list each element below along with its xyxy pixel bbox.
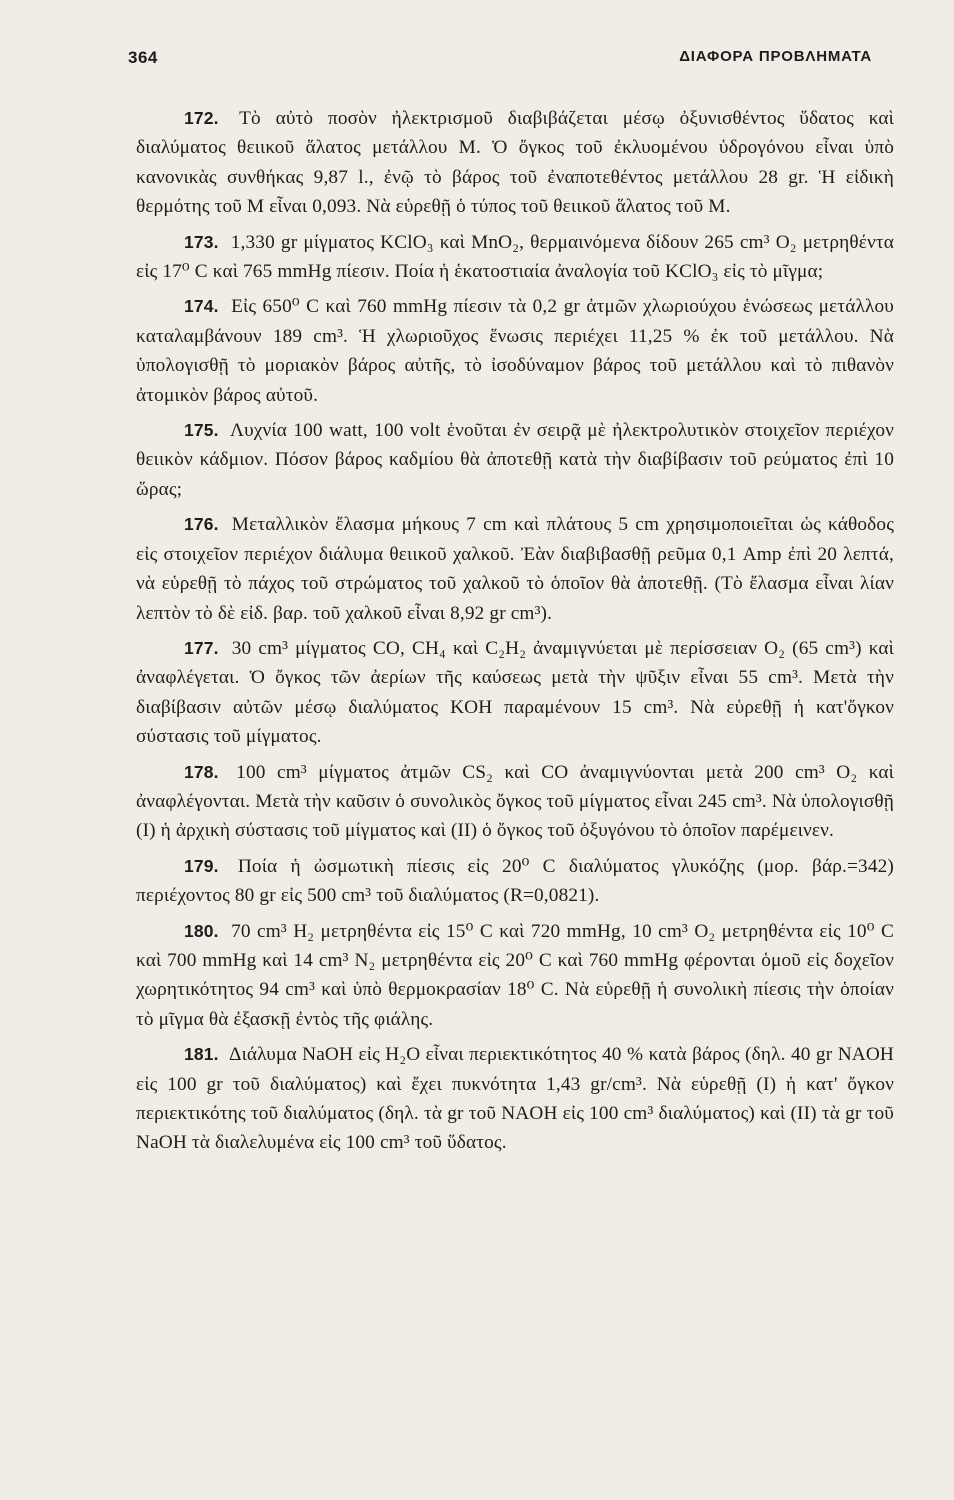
- problem-text: 100 cm³ μίγματος ἀτμῶν CS₂ καὶ CO ἀναμιγνύονται μετὰ 200 cm³ O₂ καὶ ἀναφλέγονται. Μετὰ τὴν καῦσιν ὁ συνολικὸς ὄγκος τοῦ μίγματος εἶναι 245 cm³. Νὰ ὑπολογισθῇ (I) ἡ ἀρχικὴ σύστασις τοῦ μίγματος καὶ (II) ὁ ὄγκος τοῦ ὀξυγόνου τὸ ὁποῖον παρέμεινεν.: [136, 761, 894, 842]
- problem-179: [136, 852, 894, 911]
- problem-172: [136, 104, 894, 222]
- section-title: ΔΙΑΦΟΡΑ ΠΡΟΒΛΗΜΑΤΑ: [679, 48, 872, 65]
- problem-178: [136, 758, 894, 846]
- problem-text: Ποία ἡ ὠσμωτικὴ πίεσις εἰς 20⁰ C διαλύματος γλυκόζης (μορ. βάρ.=342) περιέχοντος 80 gr εἰς 500 cm³ τοῦ διαλύματος (R=0,0821).: [136, 855, 894, 907]
- problem-173: [136, 228, 894, 287]
- problem-text: Λυχνία 100 watt, 100 volt ἑνοῦται ἐν σειρᾷ μὲ ἠλεκτρολυτικὸν στοιχεῖον περιέχον θειικὸν κάδμιον. Πόσον βάρος καδμίου θὰ ἀποτεθῇ κατὰ τὴν διαβίβασιν τοῦ ρεύματος ἐπὶ 10 ὥρας;: [136, 420, 894, 500]
- problem-number: 177.: [184, 637, 219, 658]
- problem-181: [136, 1040, 894, 1158]
- problem-text: Μεταλλικὸν ἔλασμα μήκους 7 cm καὶ πλάτους 5 cm χρησιμοποιεῖται ὡς κάθοδος εἰς στοιχεῖον περιέχον διάλυμα θειικοῦ χαλκοῦ. Ἐὰν διαβιβασθῇ ρεῦμα 0,1 Amp ἐπὶ 20 λεπτά, νὰ εὑρεθῇ τὸ πάχος τοῦ στρώματος τοῦ χαλκοῦ τὸ ὁποῖον θὰ ἀποτεθῇ. (Τὸ ἔλασμα εἶναι λίαν λεπτὸν τὸ δὲ εἰδ. βαρ. τοῦ χαλκοῦ εἶναι 8,92 gr cm³).: [136, 514, 894, 624]
- problem-number: 180.: [184, 920, 219, 941]
- problem-176: [136, 510, 894, 628]
- problem-text: Τὸ αὐτὸ ποσὸν ἠλεκτρισμοῦ διαβιβάζεται μέσῳ ὀξυνισθέντος ὕδατος καὶ διαλύματος θειικοῦ ἅλατος μετάλλου Μ. Ὁ ὄγκος τοῦ ἐκλυομένου ὑδρογόνου εἶναι ὑπὸ κανονικὰς συνθήκας 9,87 l., ἐνῷ τὸ βάρος τοῦ ἐναποτεθέντος μετάλλου 28 gr. Ἡ εἰδικὴ θερμότης τοῦ Μ εἶναι 0,093. Νὰ εὑρεθῇ ὁ τύπος τοῦ θειικοῦ ἅλατος τοῦ Μ.: [136, 108, 895, 218]
- problem-number: 175.: [184, 420, 219, 441]
- problem-list: [136, 104, 894, 1164]
- problem-number: 179.: [184, 855, 219, 876]
- problem-text: 70 cm³ H₂ μετρηθέντα εἰς 15⁰ C καὶ 720 mmHg, 10 cm³ O₂ μετρηθέντα εἰς 10⁰ C καὶ 700 mmHg καὶ 14 cm³ N₂ μετρηθέντα εἰς 20⁰ C καὶ 760 mmHg φέρονται ὁμοῦ εἰς δοχεῖον χωρητικότητος 94 cm³ καὶ ὑπὸ θερμοκρασίαν 18⁰ C. Νὰ εὑρεθῇ ἡ συνολικὴ πίεσις τὴν ὁποίαν τὸ μῖγμα θὰ ἐξασκῇ ἐντὸς τῆς φιάλης.: [136, 920, 894, 1030]
- problem-text: Διάλυμα NaOH εἰς H₂O εἶναι περιεκτικότητος 40 % κατὰ βάρος (δηλ. 40 gr NAOH εἰς 100 gr τοῦ διαλύματος) καὶ ἔχει πυκνότητα 1,43 gr/cm³. Νὰ εὑρεθῇ (I) ἡ κατ' ὄγκον περιεκτικότης τοῦ διαλύματος (δηλ. τὰ gr τοῦ NAOH εἰς 100 cm³ διαλύματος) καὶ (II) τὰ gr τοῦ NaOH τὰ διαλελυμένα εἰς 100 cm³ τοῦ ὕδατος.: [136, 1044, 895, 1154]
- page-number: 364: [128, 48, 158, 67]
- problem-number: 174.: [184, 296, 219, 317]
- problem-number: 178.: [184, 761, 219, 782]
- problem-180: [136, 917, 894, 1035]
- problem-177: [136, 634, 894, 752]
- problem-text: 30 cm³ μίγματος CO, CH₄ καὶ C₂H₂ ἀναμιγνύεται μὲ περίσσειαν O₂ (65 cm³) καὶ ἀναφλέγεται. Ὁ ὄγκος τῶν ἀερίων τῆς καύσεως μετὰ τὴν ψῦξιν εἶναι 55 cm³. Μετὰ τὴν διαβίβασιν αὐτῶν μέσῳ διαλύματος KOH παραμένουν 15 cm³. Νὰ εὑρεθῇ ἡ κατ'ὄγκον σύστασις τοῦ μίγματος.: [136, 637, 894, 748]
- problem-text: Εἰς 650⁰ C καὶ 760 mmHg πίεσιν τὰ 0,2 gr ἀτμῶν χλωριούχου ἑνώσεως μετάλλου καταλαμβάνουν 189 cm³. Ἡ χλωριοῦχος ἕνωσις περιέχει 11,25 % ἐκ τοῦ μετάλλου. Νὰ ὑπολογισθῇ τὸ μοριακὸν βάρος αὐτῆς, τὸ ἰσοδύναμον βάρος τοῦ μετάλλου καὶ τὸ πιθανὸν ἀτομικὸν βάρος αὐτοῦ.: [136, 296, 894, 406]
- problem-number: 181.: [184, 1044, 219, 1065]
- problem-175: [136, 416, 894, 504]
- problem-174: [136, 292, 894, 410]
- problem-number: 173.: [184, 231, 219, 252]
- running-head: [128, 48, 872, 72]
- problem-number: 176.: [184, 514, 219, 535]
- problem-number: 172.: [184, 108, 219, 128]
- problem-text: 1,330 gr μίγματος KClO₃ καὶ MnO₂, θερμαινόμενα δίδουν 265 cm³ O₂ μετρηθέντα εἰς 17⁰ C καὶ 765 mmHg πίεσιν. Ποία ἡ ἑκατοστιαία ἀναλογία τοῦ KClO₃ εἰς τὸ μῖγμα;: [136, 231, 894, 283]
